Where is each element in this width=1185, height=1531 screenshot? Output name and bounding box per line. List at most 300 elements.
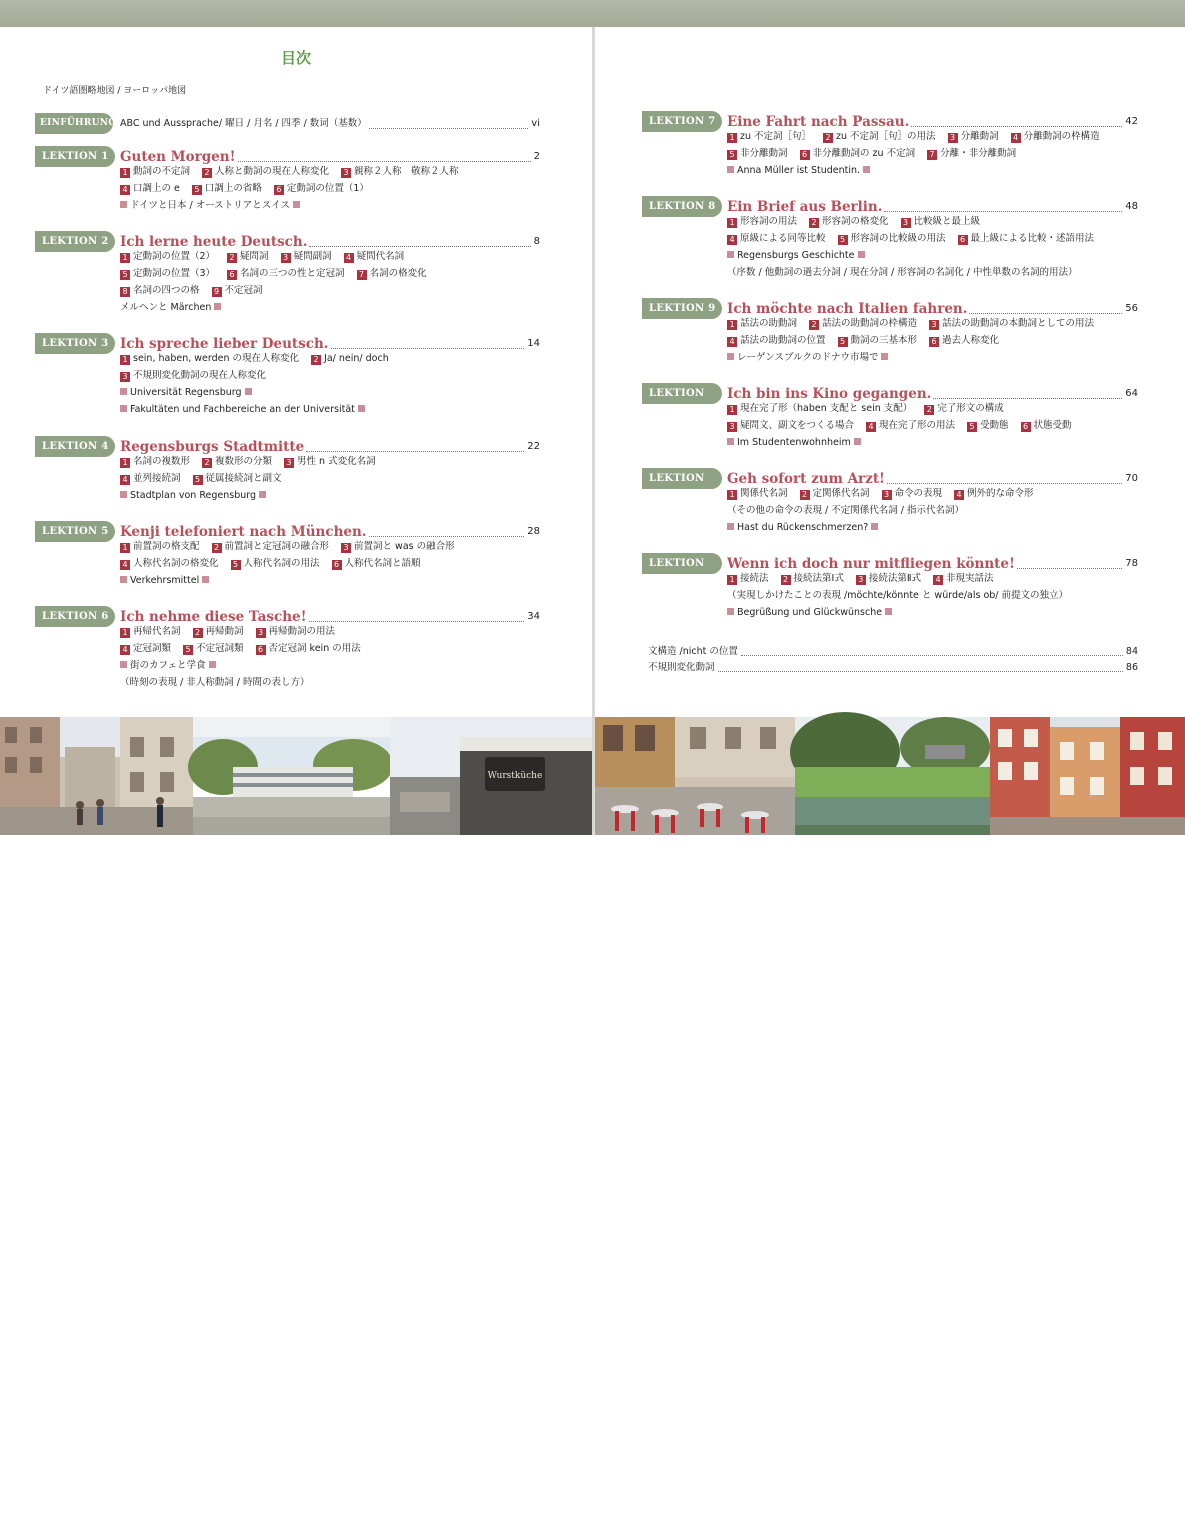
item-number-badge: 8	[120, 287, 130, 297]
square-bullet-icon	[120, 388, 127, 395]
grammar-item	[1011, 129, 1100, 145]
grammar-item	[727, 214, 797, 230]
item-number-badge: 1	[120, 458, 130, 468]
lesson-tag: LEKTION 3	[35, 333, 115, 354]
toc-row	[727, 503, 964, 519]
item-text: 名詞の三つの性と定冠詞	[240, 268, 345, 279]
topic-text: （その他の命令の表現 / 不定関係代名詞 / 指示代名詞）	[727, 505, 964, 516]
topic-text: Hast du Rückenschmerzen?	[737, 522, 869, 533]
item-text: 再帰代名詞	[133, 626, 181, 637]
topic-text: （実現しかけたことの表現 /möchte/könnte と würde/als ob/ 前提文の独立）	[727, 590, 1069, 601]
left-photo-strip	[0, 717, 592, 1531]
item-text: 例外的な命令形	[967, 488, 1034, 499]
item-number-badge: 6	[227, 270, 237, 280]
grammar-item	[1021, 418, 1072, 434]
item-text: zu 不定詞［句］の用法	[836, 131, 936, 142]
toc-row	[727, 248, 865, 264]
square-bullet-icon	[863, 166, 870, 173]
item-number-badge: 2	[924, 405, 934, 415]
grammar-item	[120, 471, 181, 487]
grammar-item	[120, 283, 200, 299]
item-number-badge: 5	[838, 235, 848, 245]
item-number-badge: 4	[727, 337, 737, 347]
grammar-item	[948, 129, 999, 145]
square-bullet-icon	[259, 491, 266, 498]
square-bullet-icon	[293, 201, 300, 208]
toc-row	[120, 658, 216, 674]
grammar-item	[727, 486, 788, 502]
page-number: 64	[1125, 388, 1138, 399]
item-text: 命令の表現	[894, 488, 943, 499]
item-text: 名詞の四つの格	[133, 285, 200, 296]
toc-row	[120, 198, 300, 214]
grammar-item	[927, 146, 1016, 162]
grammar-item	[120, 164, 190, 180]
toc-row	[120, 249, 416, 265]
item-number-badge: 1	[727, 320, 737, 330]
item-number-badge: 4	[866, 422, 876, 432]
toc-row	[120, 573, 209, 589]
item-number-badge: 2	[212, 543, 222, 553]
right-photo-strip	[595, 717, 1185, 1531]
maps-line: ドイツ語圏略地図 / ヨーロッパ地図	[43, 86, 187, 96]
item-text: 原級による同等比較	[740, 233, 826, 244]
left-page	[0, 27, 592, 717]
grammar-item	[823, 129, 936, 145]
item-text: 不定冠詞類	[196, 643, 244, 654]
toc-row	[120, 641, 373, 657]
page-number: 42	[1125, 116, 1138, 127]
toc-row	[727, 265, 1077, 281]
square-bullet-icon	[120, 661, 127, 668]
item-text: 前置詞と定冠詞の融合形	[224, 541, 330, 552]
page-number: 78	[1125, 558, 1138, 569]
grammar-item	[256, 641, 361, 657]
leader-dots	[309, 621, 525, 622]
leader-dots	[1017, 568, 1122, 569]
item-text: 非分離動詞の zu 不定詞	[812, 148, 916, 159]
toc-row	[120, 624, 347, 640]
lesson-tag: LEKTION 2	[35, 231, 115, 252]
item-number-badge: 1	[727, 405, 737, 415]
grammar-item	[929, 316, 1094, 332]
item-text: 過去人称変化	[942, 335, 1000, 346]
toc-row	[120, 385, 252, 401]
grammar-item	[933, 571, 994, 587]
grammar-item	[800, 486, 870, 502]
item-number-badge: 4	[120, 560, 130, 570]
topic-text: Fakultäten und Fachbereiche an der Universität	[130, 404, 355, 415]
item-number-badge: 6	[256, 645, 266, 655]
grammar-item	[274, 181, 369, 197]
item-number-badge: 1	[120, 543, 130, 553]
photo-old-town-street	[0, 717, 193, 835]
toc-row	[120, 266, 439, 282]
grammar-item	[727, 418, 854, 434]
grammar-item	[120, 641, 171, 657]
item-number-badge: 4	[120, 645, 130, 655]
square-bullet-icon	[871, 523, 878, 530]
toc-row	[120, 164, 471, 180]
folio-left: ii	[33, 1521, 39, 1531]
lesson-tag: LEKTION 8	[642, 196, 722, 217]
item-number-badge: 6	[958, 235, 968, 245]
item-number-badge: 3	[882, 490, 892, 500]
square-bullet-icon	[214, 303, 221, 310]
item-text: 比較級と最上級	[913, 216, 981, 227]
item-number-badge: 3	[281, 253, 291, 263]
page-number: 34	[527, 611, 540, 622]
grammar-item	[120, 266, 215, 282]
leader-dots	[911, 126, 1122, 127]
item-number-badge: 5	[967, 422, 977, 432]
toc-row	[120, 471, 294, 487]
grammar-item	[192, 181, 262, 197]
item-number-badge: 2	[193, 628, 203, 638]
item-number-badge: 3	[856, 575, 866, 585]
grammar-item	[281, 249, 332, 265]
grammar-item	[284, 454, 376, 470]
item-text: 並列接続詞	[133, 473, 181, 484]
toc-row	[727, 520, 878, 536]
leader-dots	[933, 398, 1122, 399]
grammar-item	[727, 401, 912, 417]
item-text: 再帰動詞の用法	[268, 626, 336, 637]
appendix-title: 不規則変化動詞	[648, 662, 715, 673]
topic-text: ドイツと日本 / オーストリアとスイス	[130, 200, 291, 211]
grammar-item	[727, 316, 797, 332]
grammar-item	[727, 129, 811, 145]
item-number-badge: 4	[120, 475, 130, 485]
toc-row	[120, 675, 309, 691]
item-number-badge: 6	[274, 185, 284, 195]
item-text: 分離動詞	[960, 131, 999, 142]
item-text: 再帰動詞	[205, 626, 244, 637]
leader-dots	[369, 536, 525, 537]
item-text: 親称２人称 敬称２人称	[354, 166, 459, 177]
page-number: 56	[1125, 303, 1138, 314]
lesson-title: Wenn ich doch nur mitfliegen könnte!	[727, 556, 1015, 572]
toc-row	[727, 418, 1084, 434]
item-text: sein, haben, werden の現在人称変化	[133, 353, 300, 364]
square-bullet-icon	[885, 608, 892, 615]
toc-row	[727, 231, 1106, 247]
grammar-item	[809, 316, 917, 332]
page-number: vi	[531, 118, 540, 129]
item-text: 疑問詞	[240, 251, 269, 262]
item-text: 接続法第Ⅰ式	[793, 573, 844, 584]
toc-row	[120, 181, 381, 197]
item-text: 非分離動詞	[740, 148, 788, 159]
grammar-item	[120, 539, 200, 555]
item-number-badge: 3	[284, 458, 294, 468]
item-number-badge: 4	[1011, 133, 1021, 143]
grammar-item	[120, 181, 180, 197]
grammar-item	[341, 539, 455, 555]
lesson-tag: LEKTION 7	[642, 111, 722, 132]
topic-text: （時刻の表現 / 非人称動詞 / 時間の表し方）	[120, 677, 310, 688]
toc-row	[727, 605, 892, 621]
item-text: 従属接続詞と副文	[205, 473, 282, 484]
lesson-tag: LEKTION 11	[642, 468, 722, 489]
item-number-badge: 4	[344, 253, 354, 263]
toc-row	[120, 488, 266, 504]
page-number: 14	[527, 338, 540, 349]
grammar-item	[727, 146, 788, 162]
item-number-badge: 1	[727, 218, 737, 228]
sign-text: Wurstküche	[487, 771, 543, 781]
grammar-item	[227, 249, 269, 265]
item-text: 形容詞の比較級の用法	[850, 233, 946, 244]
grammar-item	[727, 231, 826, 247]
lesson-heading-link[interactable]	[120, 115, 540, 133]
leader-dots	[741, 644, 1123, 656]
photo-colorful-houses	[990, 717, 1185, 835]
square-bullet-icon	[120, 405, 127, 412]
item-text: 状態受動	[1033, 420, 1072, 431]
grammar-item	[838, 333, 918, 349]
item-text: 不定冠詞	[224, 285, 263, 296]
item-text: 人称代名詞の格変化	[133, 558, 219, 569]
grammar-item	[120, 624, 181, 640]
topic-text: Anna Müller ist Studentin.	[737, 165, 861, 176]
grammar-item	[809, 214, 889, 230]
toc-row	[120, 300, 221, 316]
item-text: 定動詞の位置（1）	[286, 183, 369, 194]
item-number-badge: 2	[809, 320, 819, 330]
item-number-badge: 1	[120, 253, 130, 263]
toc-row	[120, 539, 467, 555]
item-number-badge: 3	[120, 372, 130, 382]
topic-text: Begrüßung und Glückwünsche	[737, 607, 883, 618]
toc-row	[727, 571, 1006, 587]
photo-park-pond	[795, 717, 990, 835]
lesson-title: Guten Morgen!	[120, 149, 236, 165]
square-bullet-icon	[209, 661, 216, 668]
lesson-tag: LEKTION 12	[642, 553, 722, 574]
toc-row	[727, 435, 861, 451]
grammar-item	[227, 266, 345, 282]
item-text: 現在完了形（haben 支配と sein 支配）	[740, 403, 913, 414]
toc-row	[120, 454, 388, 470]
topic-text: Verkehrsmittel	[130, 575, 200, 586]
grammar-item	[120, 249, 215, 265]
square-bullet-icon	[854, 438, 861, 445]
grammar-item	[929, 333, 999, 349]
item-number-badge: 3	[901, 218, 911, 228]
item-text: 最上級による比較・述語用法	[970, 233, 1095, 244]
item-text: 動詞の不定詞	[133, 166, 191, 177]
grammar-item	[212, 283, 263, 299]
appendix-page: 86	[1125, 662, 1138, 673]
lesson-title: ABC und Aussprache/ 曜日 / 月名 / 四季 / 数词（基数）	[120, 118, 367, 129]
item-number-badge: 1	[727, 133, 737, 143]
toc-row	[727, 163, 870, 179]
item-text: 動詞の三基本形	[850, 335, 918, 346]
leader-dots	[887, 483, 1122, 484]
topic-text: Universität Regensburg	[130, 387, 242, 398]
toc-row	[120, 351, 401, 367]
item-text: 話法の助動詞の枠構造	[822, 318, 918, 329]
square-bullet-icon	[727, 166, 734, 173]
item-text: 男性 n 式変化名詞	[297, 456, 376, 467]
item-number-badge: 2	[202, 458, 212, 468]
grammar-item	[212, 539, 330, 555]
item-number-badge: 5	[193, 475, 203, 485]
lesson-tag: LEKTION 10	[642, 383, 722, 404]
topic-text: Regensburgs Geschichte	[737, 250, 855, 261]
toc-row	[727, 146, 1028, 162]
leader-dots	[969, 313, 1122, 314]
topic-text: Im Studentenwohnheim	[737, 437, 851, 448]
leader-dots	[369, 128, 528, 129]
item-text: 形容詞の格変化	[822, 216, 889, 227]
leader-dots	[718, 660, 1123, 672]
item-number-badge: 2	[809, 218, 819, 228]
item-number-badge: 2	[202, 168, 212, 178]
item-number-badge: 5	[183, 645, 193, 655]
item-number-badge: 1	[120, 168, 130, 178]
toc-row	[727, 129, 1112, 145]
lesson-title: Ich möchte nach Italien fahren.	[727, 301, 968, 317]
item-number-badge: 5	[727, 150, 737, 160]
folio-right: iii	[1132, 1521, 1140, 1531]
item-number-badge: 6	[800, 150, 810, 160]
item-number-badge: 2	[800, 490, 810, 500]
lesson-title: Ich nehme diese Tasche!	[120, 609, 307, 625]
leader-dots	[331, 348, 525, 349]
square-bullet-icon	[727, 523, 734, 530]
toc-row	[727, 401, 1016, 417]
item-text: 疑問代名詞	[356, 251, 405, 262]
item-number-badge: 3	[929, 320, 939, 330]
page-number: 70	[1125, 473, 1138, 484]
photo-wurstkuchl	[390, 717, 592, 835]
grammar-item	[866, 418, 955, 434]
square-bullet-icon	[858, 251, 865, 258]
item-number-badge: 1	[727, 490, 737, 500]
item-number-badge: 2	[227, 253, 237, 263]
grammar-item	[120, 556, 219, 572]
toc-row	[727, 214, 992, 230]
page-number: 22	[527, 441, 540, 452]
grammar-item	[781, 571, 844, 587]
item-number-badge: 5	[120, 270, 130, 280]
square-bullet-icon	[245, 388, 252, 395]
item-text: 名詞の格変化	[369, 268, 427, 279]
item-number-badge: 3	[341, 543, 351, 553]
item-number-badge: 3	[256, 628, 266, 638]
item-text: 口調上の e	[133, 183, 180, 194]
item-number-badge: 3	[727, 422, 737, 432]
item-text: zu 不定詞［句］	[740, 131, 812, 142]
toc-row	[727, 333, 1011, 349]
square-bullet-icon	[358, 405, 365, 412]
grammar-item	[311, 351, 389, 367]
item-number-badge: 6	[929, 337, 939, 347]
grammar-item	[202, 454, 272, 470]
lesson-title: Ich bin ins Kino gegangen.	[727, 386, 932, 402]
item-text: 話法の助動詞の位置	[740, 335, 826, 346]
item-text: 非現実話法	[946, 573, 994, 584]
appendix-entry[interactable]	[648, 660, 1138, 676]
square-bullet-icon	[727, 438, 734, 445]
lesson-title: Eine Fahrt nach Passau.	[727, 114, 910, 130]
grammar-item	[924, 401, 1004, 417]
page-number: 8	[533, 236, 540, 247]
toc-row	[727, 350, 888, 366]
item-text: 関係代名詞	[740, 488, 788, 499]
grammar-item	[231, 556, 320, 572]
grammar-item	[958, 231, 1095, 247]
square-bullet-icon	[120, 201, 127, 208]
toc-row	[727, 316, 1106, 332]
item-number-badge: 5	[231, 560, 241, 570]
grammar-item	[120, 351, 299, 367]
item-text: 定関係代名詞	[812, 488, 870, 499]
toc-row	[120, 368, 278, 384]
item-text: 現在完了形の用法	[879, 420, 956, 431]
item-number-badge: 4	[727, 235, 737, 245]
grammar-item	[727, 333, 826, 349]
square-bullet-icon	[881, 353, 888, 360]
appendix-entry[interactable]	[648, 644, 1138, 660]
grammar-item	[800, 146, 916, 162]
item-text: 接続法	[740, 573, 769, 584]
leader-dots	[884, 211, 1122, 212]
item-number-badge: 2	[311, 355, 321, 365]
item-number-badge: 1	[120, 628, 130, 638]
grammar-item	[727, 571, 769, 587]
item-number-badge: 6	[1021, 422, 1031, 432]
page-number: 48	[1125, 201, 1138, 212]
square-bullet-icon	[120, 491, 127, 498]
grammar-item	[954, 486, 1034, 502]
item-text: 人称代名詞と語順	[344, 558, 421, 569]
topic-text: 街のカフェと学食	[130, 660, 206, 671]
item-number-badge: 5	[192, 185, 202, 195]
grammar-item	[120, 454, 190, 470]
lesson-tag: LEKTION 6	[35, 606, 115, 627]
item-text: 口調上の省略	[204, 183, 262, 194]
lesson-title: Geh sofort zum Arzt!	[727, 471, 885, 487]
lesson-tag: LEKTION 1	[35, 146, 115, 167]
item-text: 完了形文の構成	[937, 403, 1004, 414]
lesson-title: Ich spreche lieber Deutsch.	[120, 336, 329, 352]
topic-text: （序数 / 他動詞の過去分詞 / 現在分詞 / 形容詞の名詞化 / 中性単数の名詞的用法）	[727, 267, 1078, 278]
appendix-page: 84	[1125, 646, 1138, 657]
item-text: 前置詞の格支配	[133, 541, 200, 552]
grammar-item	[193, 624, 244, 640]
item-text: 分離動詞の枠構造	[1023, 131, 1100, 142]
item-number-badge: 2	[781, 575, 791, 585]
top-border-band	[0, 0, 1185, 27]
item-text: 人称代名詞の用法	[243, 558, 320, 569]
item-number-badge: 4	[933, 575, 943, 585]
item-number-badge: 7	[357, 270, 367, 280]
lesson-tag: LEKTION 4	[35, 436, 115, 457]
lesson-tag: EINFÜHRUNG	[35, 113, 113, 134]
toc-row	[120, 283, 275, 299]
leader-dots	[238, 161, 531, 162]
item-text: Ja/ nein/ doch	[324, 353, 389, 364]
item-number-badge: 3	[341, 168, 351, 178]
grammar-item	[882, 486, 943, 502]
item-number-badge: 1	[120, 355, 130, 365]
item-text: 受動態	[980, 420, 1009, 431]
item-number-badge: 3	[948, 133, 958, 143]
square-bullet-icon	[727, 353, 734, 360]
